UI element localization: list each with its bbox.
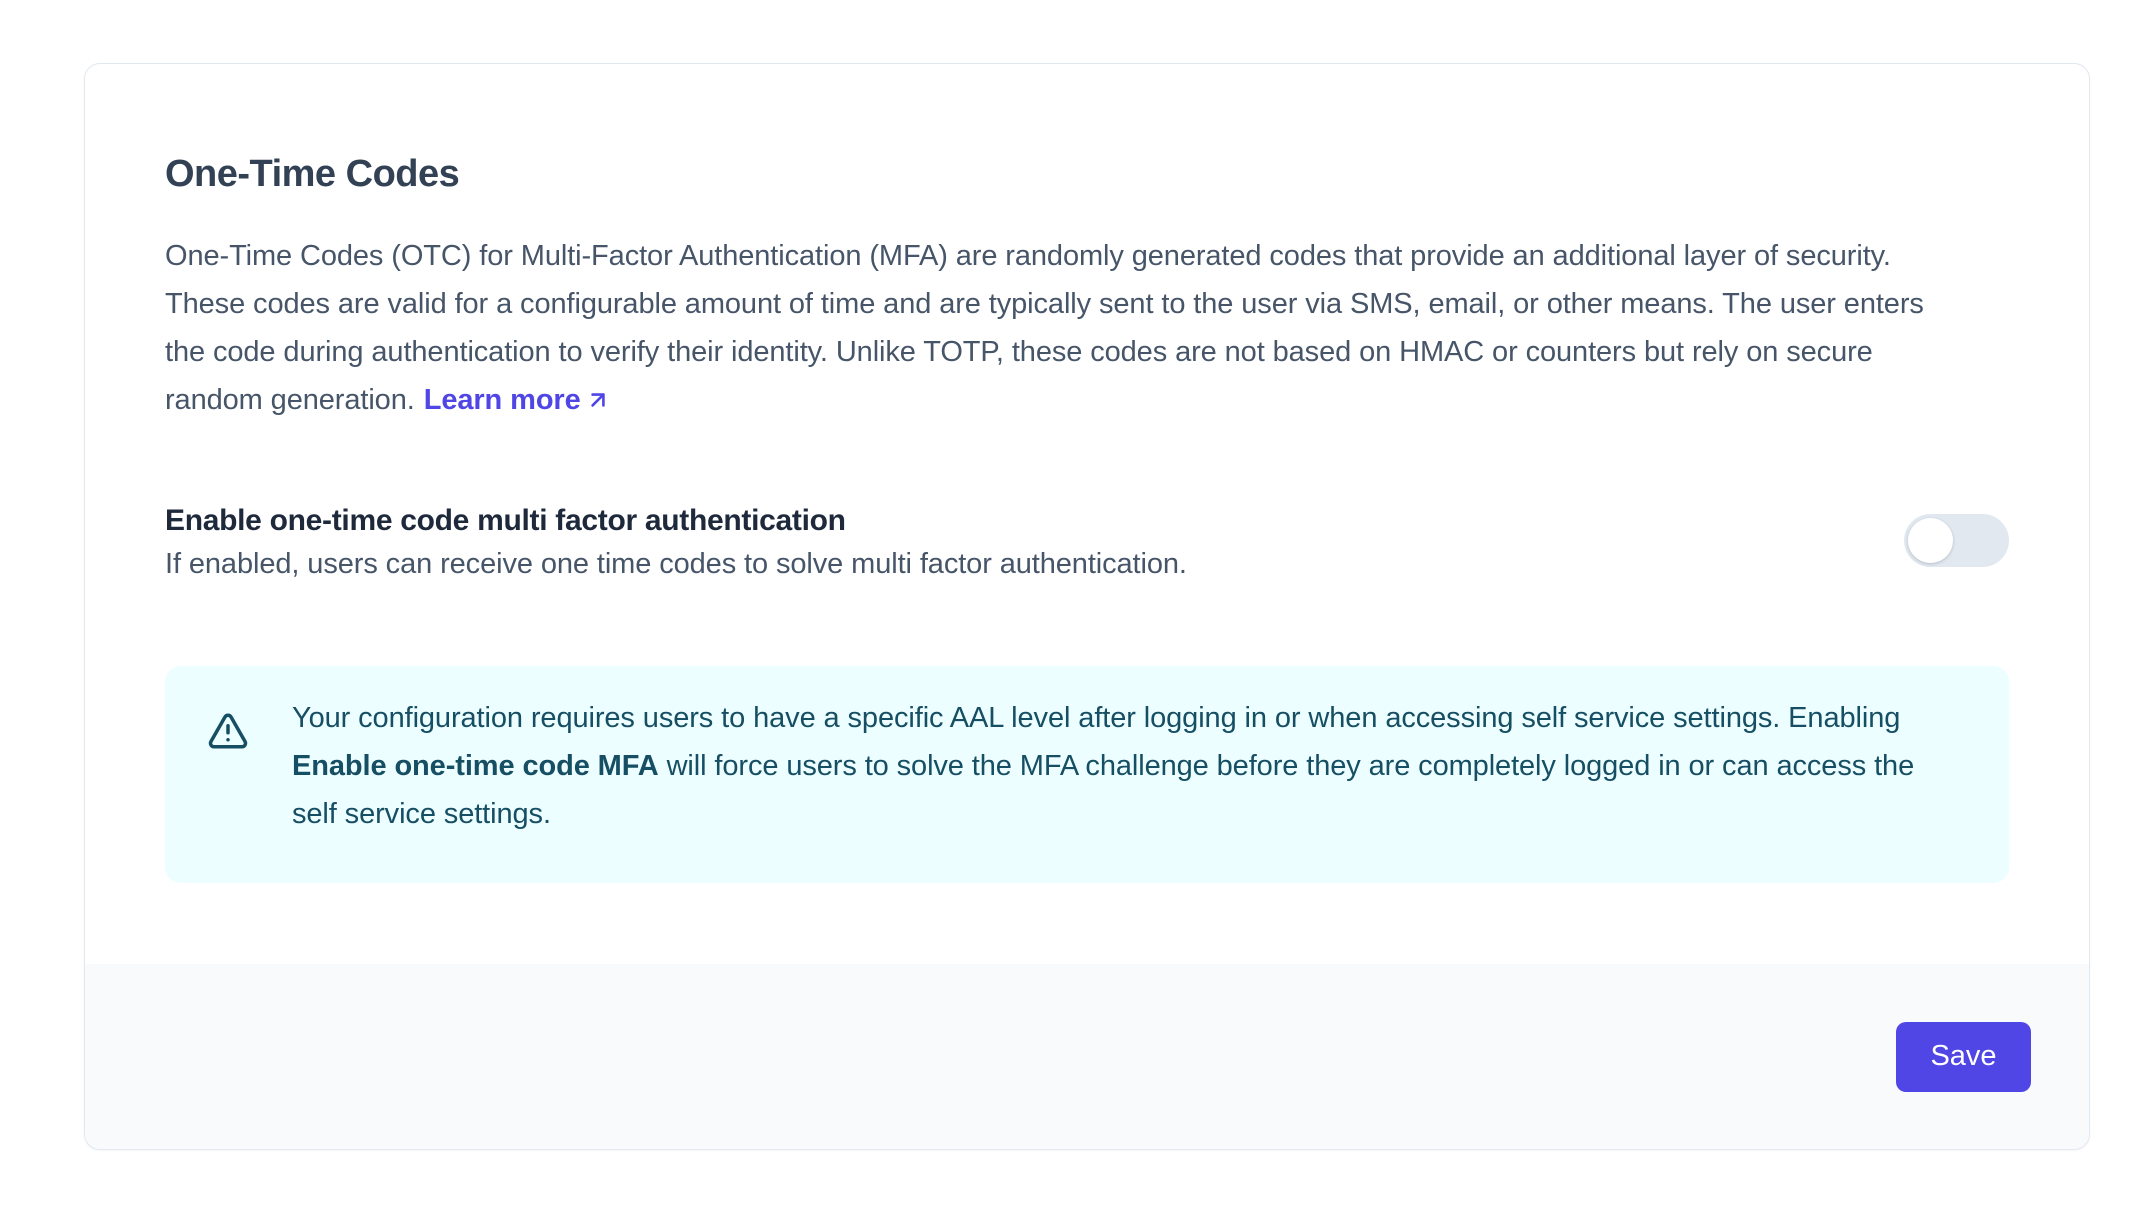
toggle-knob [1908, 518, 1953, 563]
otc-mfa-toggle[interactable] [1904, 514, 2009, 567]
page-title: One-Time Codes [165, 153, 460, 195]
one-time-codes-card [84, 63, 2090, 1150]
card-description [165, 232, 1945, 424]
info-text-bold: Enable one-time code MFA [292, 750, 659, 782]
description-text: One-Time Codes (OTC) for Multi-Factor Authentication (MFA) are randomly generated codes that provide an additional layer of security. These codes are valid for a configurable amount of time and are typically sent to the user via SMS, email, or other means. The user enters the code during authentication to verify their identity. Unlike TOTP, these codes are not based on HMAC or counters but rely on secure random generation. [165, 240, 1924, 416]
toggle-setting-label: Enable one-time code multi factor authentication [165, 504, 846, 537]
card-footer [85, 964, 2089, 1149]
toggle-labels [165, 500, 1187, 586]
toggle-setting-description: If enabled, users can receive one time codes to solve multi factor authentication. [165, 548, 1187, 580]
learn-more-label: Learn more [423, 384, 581, 416]
external-link-icon [585, 387, 611, 413]
save-button[interactable]: Save [1896, 1022, 2031, 1092]
otc-toggle-row [165, 500, 2009, 586]
info-banner [165, 666, 2009, 883]
card-content [85, 64, 2089, 883]
warning-triangle-icon [207, 710, 249, 752]
info-text-after: will force users to solve the MFA challenge before they are completely logged in or can access the self service settings. [292, 750, 1915, 830]
learn-more-link[interactable] [424, 376, 611, 424]
info-text-before: Your configuration requires users to have a specific AAL level after logging in or when accessing self service settings. Enabling [292, 702, 1901, 734]
info-banner-text [292, 694, 1961, 838]
